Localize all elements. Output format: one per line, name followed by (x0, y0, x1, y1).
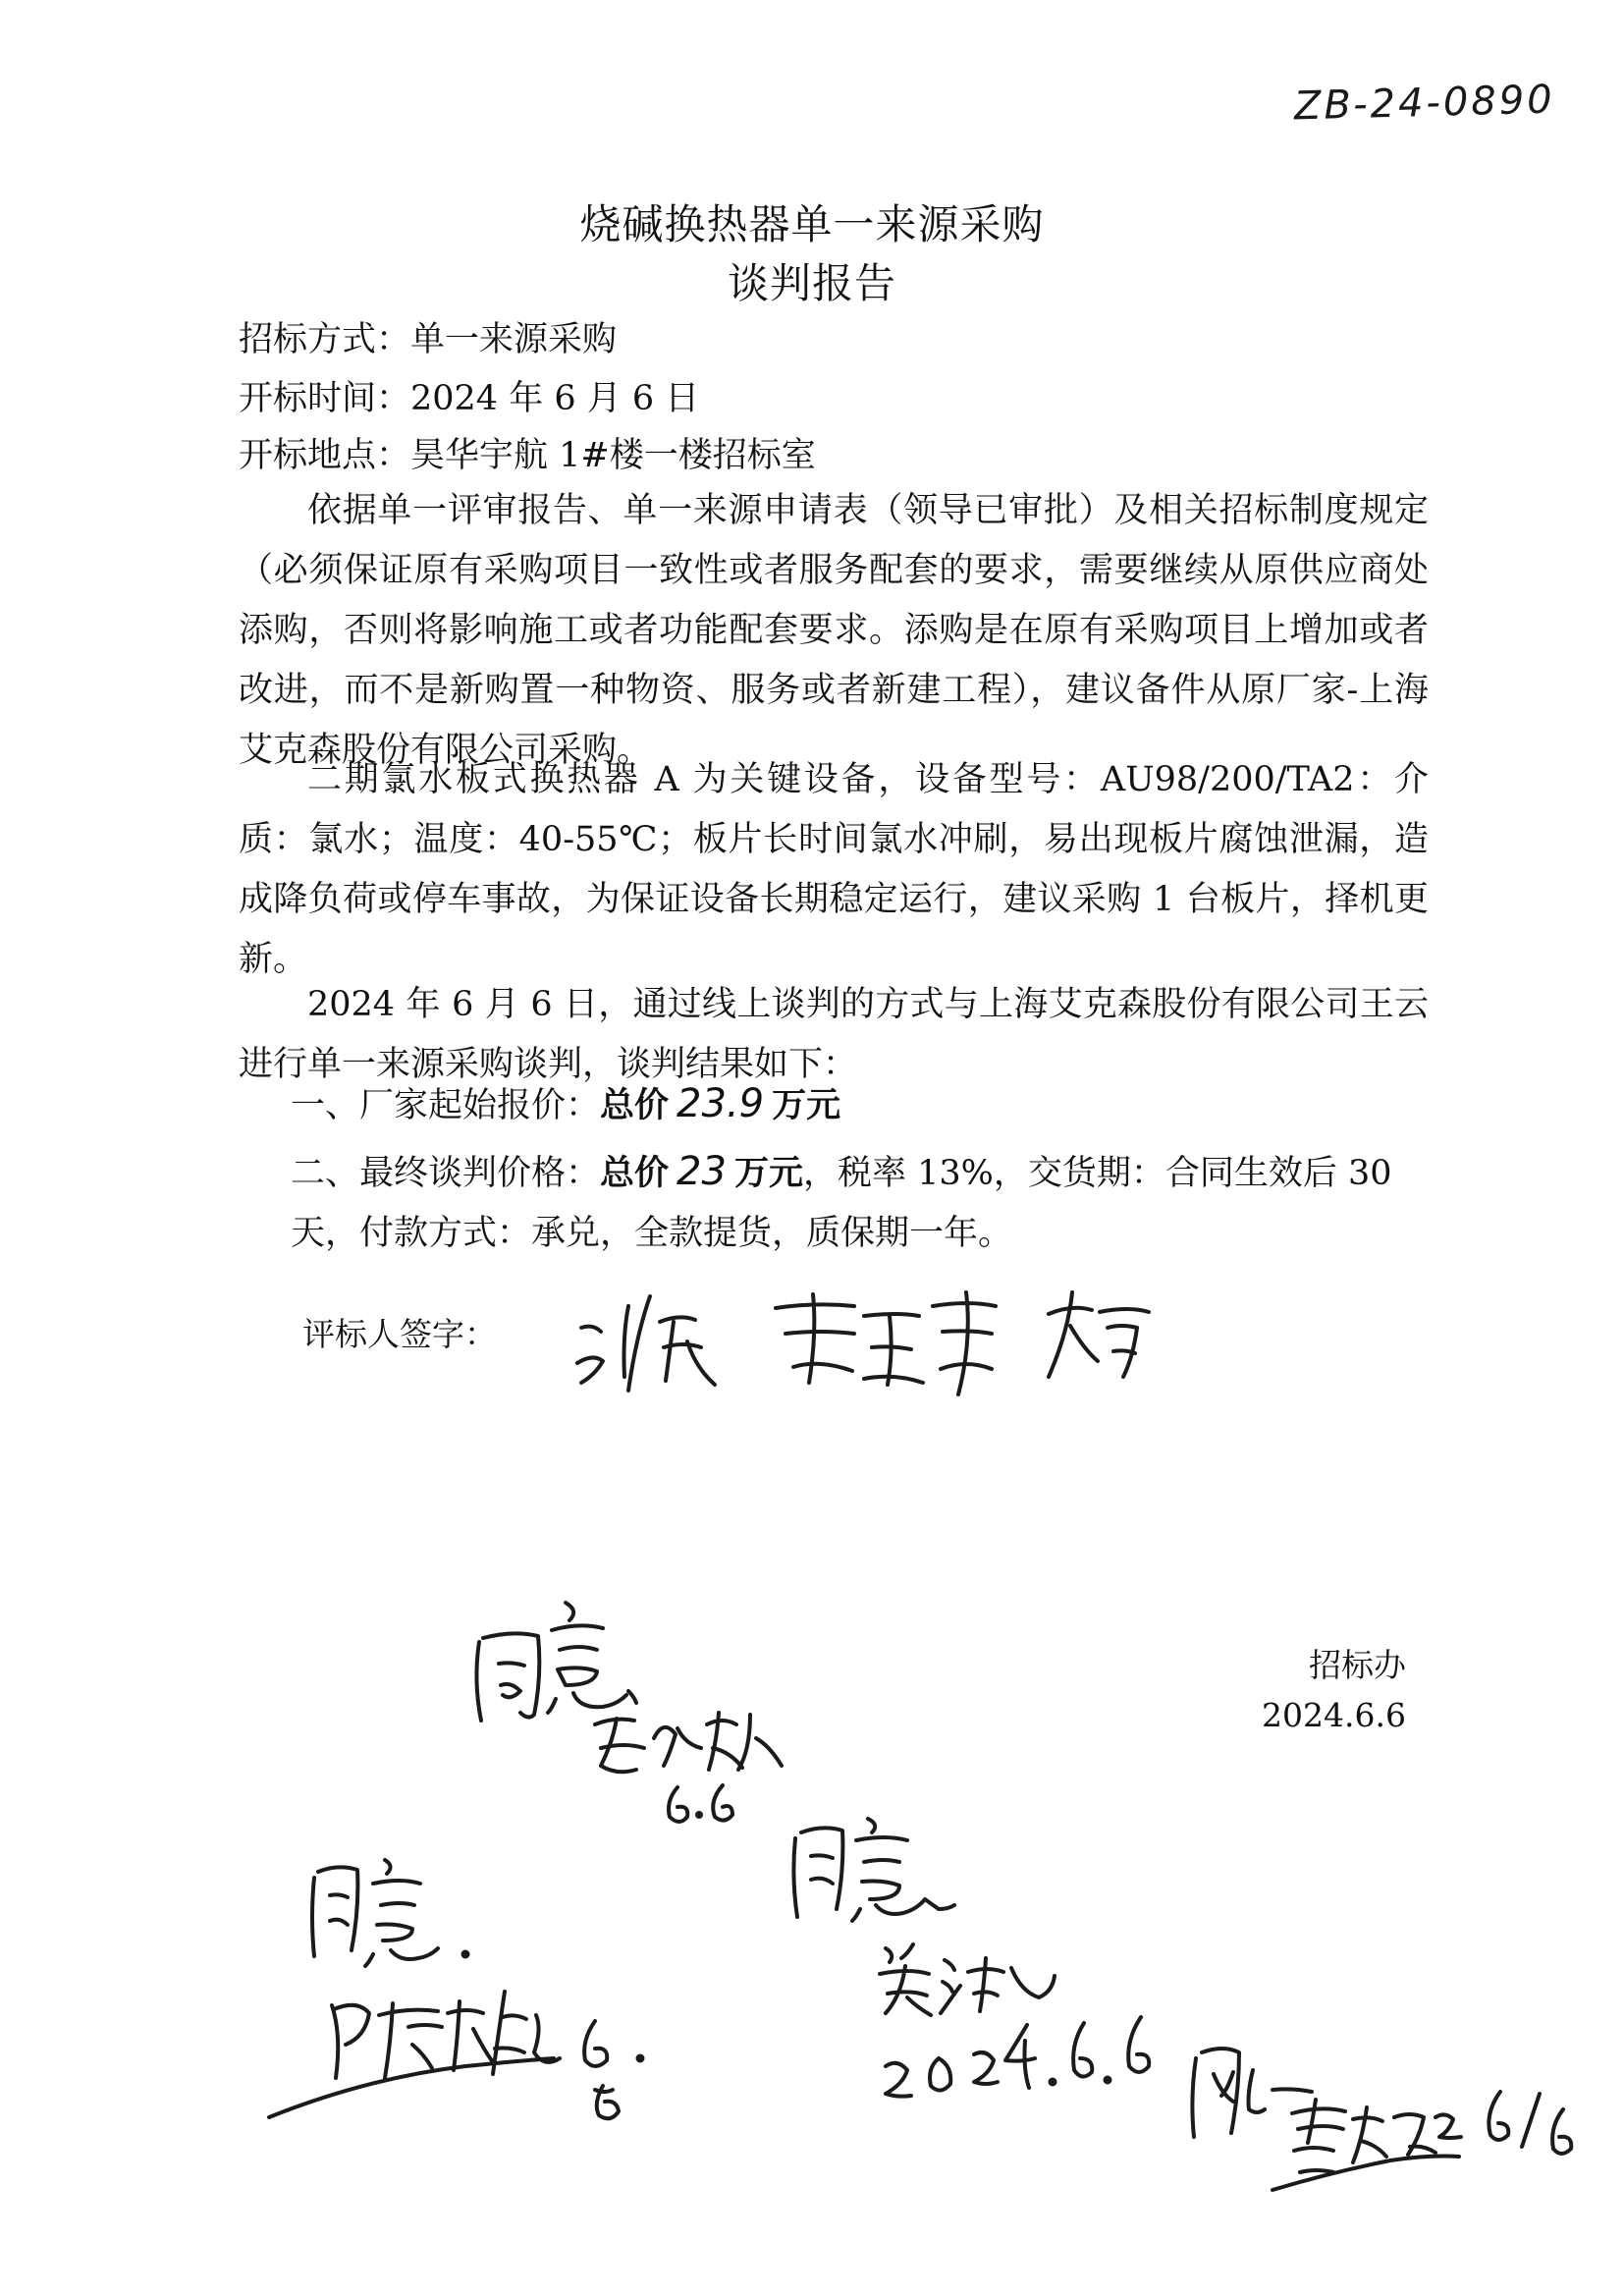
evaluator-signature-2 (776, 1292, 996, 1394)
approval-1-signature (595, 1713, 782, 1772)
approval-1-date (669, 1785, 732, 1822)
evaluator-signature-1 (577, 1296, 715, 1391)
final-price-total-label: 总价 (600, 1153, 670, 1193)
document-subtitle: 谈判报告 (727, 259, 896, 307)
paragraph-negotiation: 2024 年 6 月 6 日，通过线上谈判的方式与上海艾克森股份有限公司王云进行单一来源采购谈判，谈判结果如下： (239, 985, 1429, 1084)
approval-3-signature (880, 1944, 1055, 2015)
initial-quote-total-label: 总价 (600, 1085, 670, 1125)
paragraph-basis: 依据单一评审报告、单一来源申请表（领导已审批）及相关招标制度规定（必须保证原有采购项目一致性或者服务配套的要求，需要继续从原供应商处添购，否则将影响施工或者功能配套要求。添购是在原有采购项目上增加或者改进，而不是新购置一种物资、服务或者新建工程），建议备件从原厂家-上海艾克森股份有限公司采购。 (239, 491, 1429, 770)
approval-2-agree (312, 1860, 468, 1966)
reference-number: ZB-24-0890 (1293, 77, 1556, 130)
approval-3-date (886, 2017, 1149, 2097)
bid-method: 招标方式：单一来源采购 (239, 320, 618, 359)
bid-location: 开标地点：昊华宇航 1#楼一楼招标室 (239, 436, 816, 475)
bid-time: 开标时间：2024 年 6 月 6 日 (239, 379, 700, 418)
paragraph-equipment: 二期氯水板式换热器 A 为关键设备，设备型号：AU98/200/TA2：介质：氯水；温度：40-55℃；板片长时间氯水冲刷，易出现板片腐蚀泄漏，造成降负荷或停车事故，为保证设备长期稳定运行，建议采购 1 台板片，择机更新。 (239, 760, 1429, 979)
initial-quote-prefix: 一、厂家起始报价： (291, 1086, 601, 1125)
approval-3-agree (793, 1819, 954, 1921)
approval-4-date (1489, 2092, 1571, 2154)
evaluator-signature-label: 评标人签字： (302, 1315, 497, 1353)
office-date: 2024.6.6 (1262, 1696, 1406, 1734)
document-title: 烧碱换热器单一来源采购 (579, 200, 1045, 248)
approval-4-agree (1192, 2049, 1312, 2137)
approval-2-signature (269, 1992, 643, 2118)
final-price-unit: 万元 (733, 1153, 803, 1193)
approval-4-signature (1272, 2100, 1461, 2190)
final-price-amount: 23 (677, 1149, 727, 1194)
final-price-prefix: 二、最终谈判价格： (291, 1154, 601, 1193)
office-name: 招标办 (1309, 1646, 1406, 1684)
final-price-terms: ，税率 13%，交货期：合同生效后 30 天，付款方式：承兑，全款提货，质保期一年。 (291, 1154, 1392, 1253)
initial-quote-unit: 万元 (772, 1085, 841, 1125)
evaluator-signature-3 (1049, 1292, 1149, 1377)
initial-quote-amount: 23.9 (677, 1081, 765, 1126)
approval-1-agree (476, 1603, 636, 1721)
